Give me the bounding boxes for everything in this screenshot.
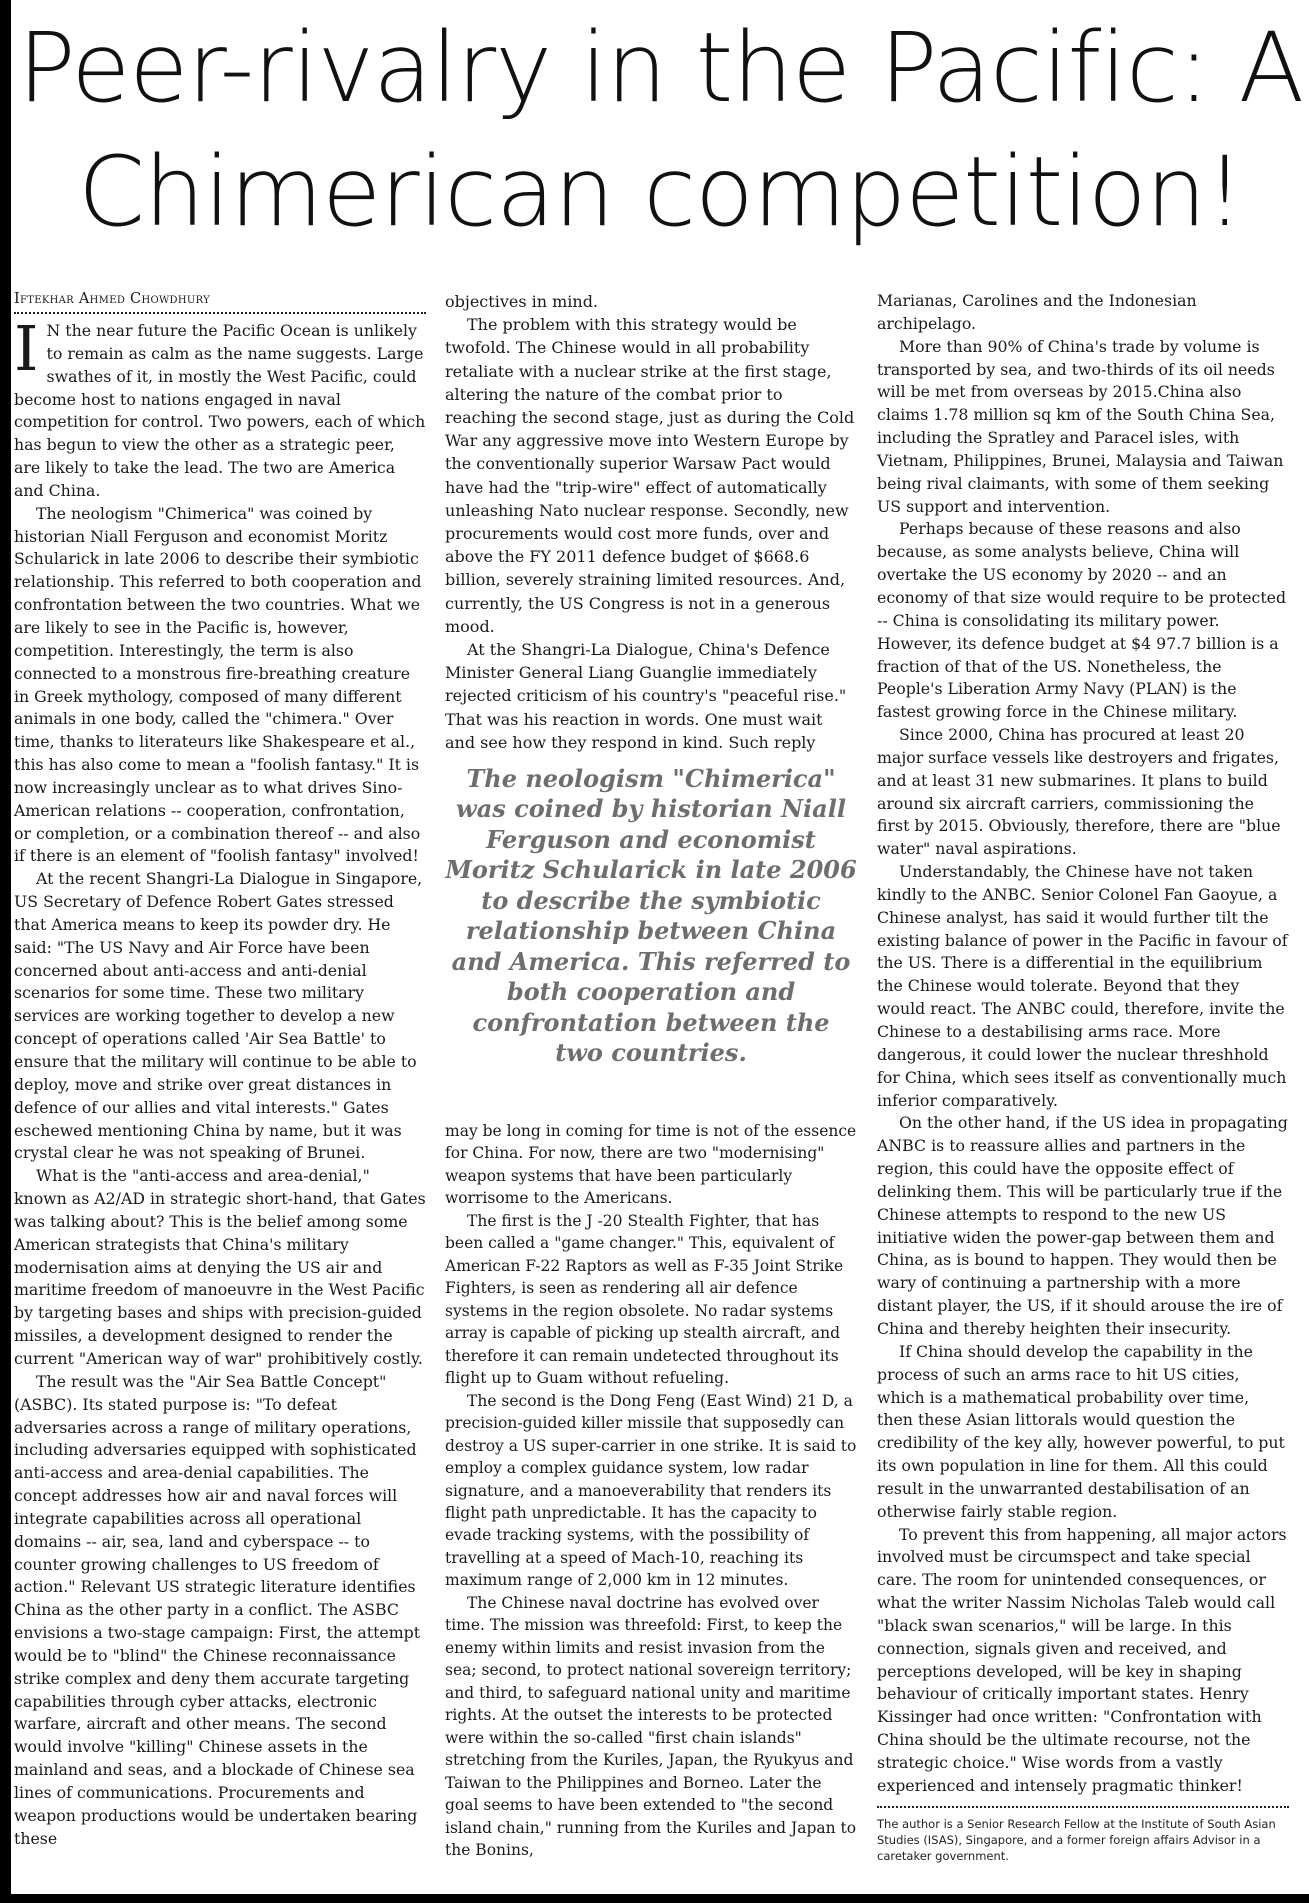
byline: Iftekhar Ahmed Chowdhury: [14, 289, 426, 314]
column-3: [877, 290, 1289, 1864]
paragraph: The neologism "Chimerica" was coined by historian Niall Ferguson and economist Moritz Schularick in late 2006 to describe their symbiotic relationship. This referred to both cooperation and confrontation between the two countries. What we are likely to see in the Pacific is, however, competition. Interestingly, the term is also connected to a monstrous fire-breathing creature in Greek mythology, composed of many different animals in one body, called the "chimera." Over time, thanks to literateurs like Shakespeare et al., this has also come to mean a "foolish fantasy." It is now increasingly unclear as to what drives Sino-American relations -- cooperation, confrontation, or completion, or a combination thereof -- and also if there is an element of "foolish fantasy" involved!: [14, 503, 422, 866]
paragraph: At the Shangri-La Dialogue, China's Defence Minister General Liang Guanglie immediately rejected criticism of his country's "peaceful rise." That was his reaction in words. One must wait and see how they respond in kind. Such reply: [445, 640, 847, 752]
paragraph: Marianas, Carolines and the Indonesian archipelago.: [877, 291, 1197, 333]
paragraph: More than 90% of China's trade by volume is transported by sea, and two-thirds of its oil needs will be met from overseas by 2015.China also claims 1.78 million sq km of the South China Sea, including the Spratley and Paracel isles, with Vietnam, Philippines, Brunei, Malaysia and Taiwan being rival claimants, with some of them seeking US support and intervention.: [877, 336, 1284, 516]
author-bio: The author is a Senior Research Fellow at the Institute of South Asian Studies (ISAS), Singapore, and a former foreign affairs Advisor in a caretaker government.: [877, 1806, 1289, 1864]
column-2-bottom: [445, 1120, 857, 1861]
left-edge-bar: [0, 0, 11, 1903]
paragraph: objectives in mind.: [445, 292, 599, 311]
paragraph: At the recent Shangri-La Dialogue in Singapore, US Secretary of Defence Robert Gates stressed that America means to keep its powder dry. He said: "The US Navy and Air Force have been concerned about anti-access and anti-denial scenarios for some time. These two military services are working together to develop a new concept of operations called 'Air Sea Battle' to ensure that the military will continue to be able to deploy, move and strike over great distances in defence of our allies and vital interests." Gates eschewed mentioning China by name, but it was crystal clear he was not speaking of Brunei.: [14, 869, 423, 1163]
column-1: [14, 290, 426, 1851]
paragraph: What is the "anti-access and area-denial," known as A2/AD in strategic short-hand, that Gates was talking about? This is the belief among some American strategists that China's military modernisation aims at denying the US air and maritime freedom of manoeuvre in the West Pacific by targeting bases and ships with precision-guided missiles, a development designed to render the current "American way of war" prohibitively costly.: [14, 1166, 426, 1368]
lead-text: N the near future the Pacific Ocean is unlikely to remain as calm as the name suggests. Large swathes of it, in mostly the West Pacific, could become host to nations engaged in naval competition for control. Two powers, each of which has begun to view the other as a strategic peer, are likely to take the lead. The two are America and China.: [14, 321, 426, 500]
paragraph: The first is the J -20 Stealth Fighter, that has been called a "game changer." This, equivalent of American F-22 Raptors as well as F-35 Joint Strike Fighters, is seen as rendering all air defence systems in the region obsolete. No radar systems array is capable of picking up stealth aircraft, and therefore it can remain undetected throughout its flight up to Guam without refueling.: [445, 1211, 844, 1388]
paragraph-lead: [14, 312, 426, 503]
column-2-top: [445, 290, 857, 754]
bottom-edge-bar: [0, 1894, 1309, 1903]
paragraph: Understandably, the Chinese have not taken kindly to the ANBC. Senior Colonel Fan Gaoyue, a Chinese analyst, has said it would further tilt the existing balance of power in the Pacific in favour of the US. There is a differential in the equilibrium the Chinese would tolerate. Beyond that they would react. The ANBC could, therefore, invite the Chinese to a destabilising arms race. More dangerous, it could lower the nuclear threshhold for China, which sees itself as conventionally much inferior comparatively.: [877, 862, 1288, 1110]
paragraph: To prevent this from happening, all major actors involved must be circumspect and take special care. The room for unintended consequences, or what the writer Nassim Nicholas Taleb would call "black swan scenarios," will be large. In this connection, signals given and received, and perceptions developed, will be key in shaping behaviour of critically important states. Henry Kissinger had once written: "Confrontation with China should be the ultimate recourse, not the strategic choice." Wise words from a vastly experienced and intensely pragmatic thinker!: [877, 1524, 1287, 1795]
paragraph: Since 2000, China has procured at least 20 major surface vessels like destroyers and frigates, and at least 31 new submarines. It plans to build around six aircraft carriers, commissioning the first by 2015. Obviously, therefore, there are "blue water" naval aspirations.: [877, 725, 1281, 859]
paragraph: Perhaps because of these reasons and also because, as some analysts believe, China will overtake the US economy by 2020 -- and an economy of that size would require to be protected -- China is consolidating its military power. However, its defence budget at $4 97.7 billion is a fraction of that of the US. Nonetheless, the People's Liberation Army Navy (PLAN) is the fastest growing force in the Chinese military.: [877, 519, 1287, 722]
paragraph: On the other hand, if the US idea in propagating ANBC is to reassure allies and partners in the region, this could have the opposite effect of delinking them. This will be particularly true if the Chinese attempts to respond to the new US initiative widen the power-gap between them and China, as is bound to happen. They would then be wary of continuing a partnership with a more distant player, the US, if it should arouse the ire of China and thereby heighten their insecurity.: [877, 1113, 1288, 1338]
headline: Peer-rivalry in the Pacific: A Chimerican competition!: [17, 12, 1304, 248]
paragraph: The Chinese naval doctrine has evolved over time. The mission was threefold: First, to keep the enemy within limits and resist invasion from the sea; second, to protect national sovereign territory; and third, to safeguard national unity and maritime rights. At the outset the interests to be protected were within the so-called "first chain islands" stretching from the Kuriles, Japan, the Ryukyus and Taiwan to the Philippines and Borneo. Later the goal seems to have been extended to "the second island chain," running from the Kuriles and Japan to the Bonins,: [445, 1593, 857, 1859]
paragraph: If China should develop the capability in the process of such an arms race to hit US cities, which is a mathematical probability over time, then these Asian littorals would question the credibility of the key ally, however powerful, to put its own population in line for them. All this could result in the unwarranted destabilisation of an otherwise fairly stable region.: [877, 1341, 1285, 1521]
paragraph: The second is the Dong Feng (East Wind) 21 D, a precision-guided killer missile that supposedly can destroy a US super-carrier in one strike. It is said to employ a complex guidance system, low radar signature, and a manoeverability that renders its flight path unpredictable. It has the capacity to evade tracking systems, with the possibility of travelling at a speed of Mach-10, reaching its maximum range of 2,000 km in 12 minutes.: [445, 1391, 857, 1590]
drop-cap: I: [14, 312, 39, 385]
paragraph: may be long in coming for time is not of the essence for China. For now, there are two "modernising" weapon systems that have been particularly worrisome to the Americans.: [445, 1122, 857, 1208]
pull-quote: The neologism "Chimerica" was coined by historian Niall Ferguson and economist Moritz Schularick in late 2006 to describe the symbiotic relationship between China and America. This referred to both cooperation and confrontation between the two countries.: [445, 764, 857, 1068]
paragraph: The result was the "Air Sea Battle Concept" (ASBC). Its stated purpose is: "To defeat adversaries across a range of military operations, including adversaries equipped with sophisticated anti-access and area-denial capabilities. The concept addresses how air and naval forces will integrate capabilities across all operational domains -- air, sea, land and cyberspace -- to counter growing challenges to US freedom of action." Relevant US strategic literature identifies China as the other party in a conflict. The ASBC envisions a two-stage campaign: First, the attempt would be to "blind" the Chinese reconnaissance strike complex and deny them accurate targeting capabilities through cyber attacks, electronic warfare, aircraft and other means. The second would involve "killing" Chinese assets in the mainland and seas, and a blockade of Chinese sea lines of communications. Procurements and weapon productions would be undertaken bearing these: [14, 1371, 421, 1848]
paragraph: The problem with this strategy would be twofold. The Chinese would in all probability retaliate with a nuclear strike at the first stage, altering the nature of the combat prior to reaching the second stage, just as during the Cold War any aggressive move into Western Europe by the conventionally superior Warsaw Pact would have had the "trip-wire" effect of automatically unleashing Nato nuclear response. Secondly, new procurements would cost more funds, over and above the FY 2011 defence budget of $668.6 billion, severely straining limited resources. And, currently, the US Congress is not in a generous mood.: [445, 315, 855, 636]
